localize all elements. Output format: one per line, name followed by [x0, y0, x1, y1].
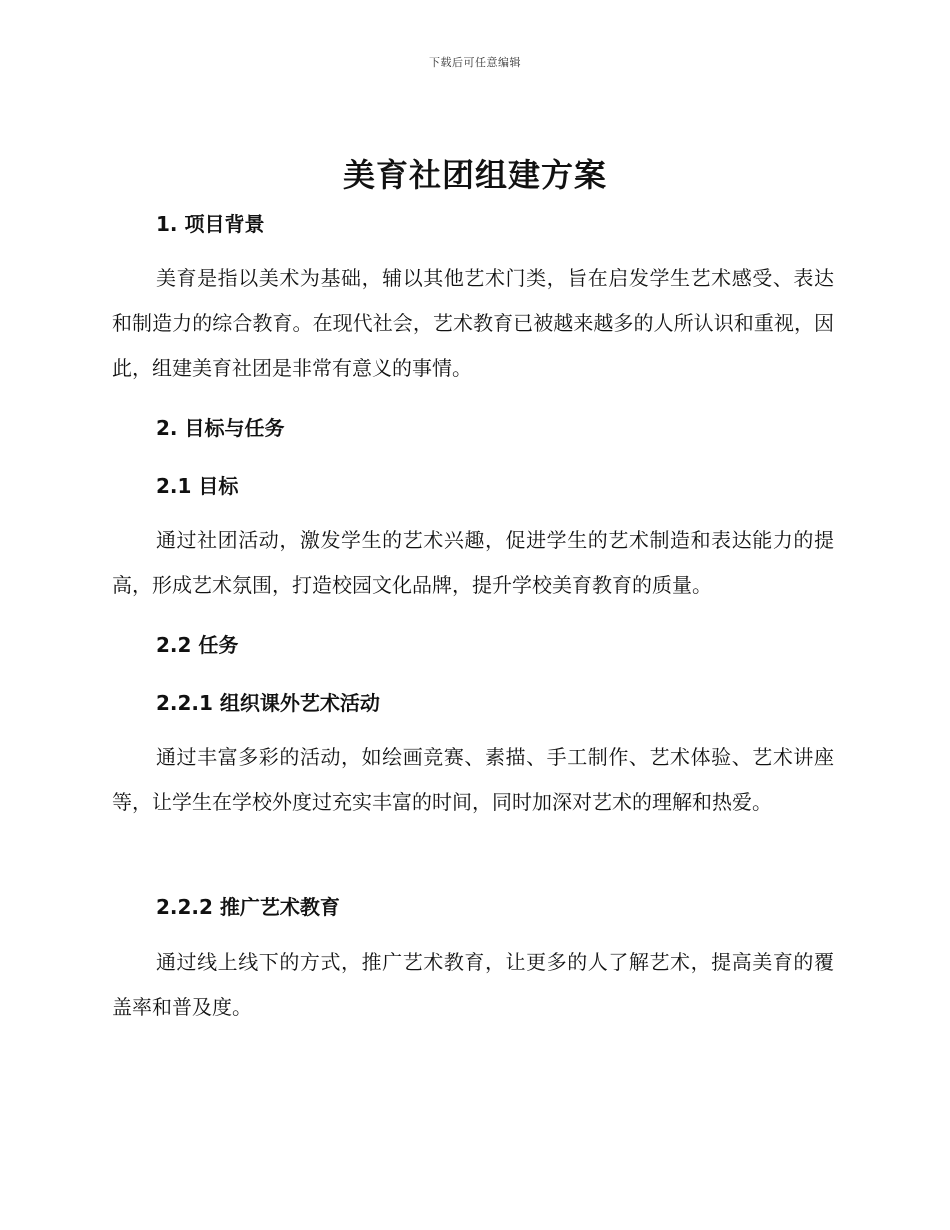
header-note: 下载后可任意编辑 [429, 56, 521, 69]
section-1-heading: 1. 项目背景 [156, 212, 265, 236]
section-2-1-paragraph: 通过社团活动，激发学生的艺术兴趣，促进学生的艺术制造和表达能力的提高，形成艺术氛围，打造校园文化品牌，提升学校美育教育的质量。 [112, 528, 834, 597]
section-1-paragraph: 美育是指以美术为基础，辅以其他艺术门类，旨在启发学生艺术感受、表达和制造力的综合教育。在现代社会，艺术教育已被越来越多的人所认识和重视，因此，组建美育社团是非常有意义的事情。 [112, 266, 834, 380]
section-2-2-2-heading: 2.2.2 推广艺术教育 [156, 895, 340, 919]
document-title: 美育社团组建方案 [342, 156, 607, 194]
section-2-2-1-paragraph: 通过丰富多彩的活动，如绘画竞赛、素描、手工制作、艺术体验、艺术讲座等，让学生在学校外度过充实丰富的时间，同时加深对艺术的理解和热爱。 [112, 745, 834, 814]
section-2-1-heading: 2.1 目标 [156, 474, 239, 498]
section-2-2-1-heading: 2.2.1 组织课外艺术活动 [156, 691, 380, 715]
section-2-2-heading: 2.2 任务 [156, 633, 239, 657]
section-2-2-2-paragraph: 通过线上线下的方式，推广艺术教育，让更多的人了解艺术，提高美育的覆盖率和普及度。 [112, 950, 834, 1019]
section-2-heading: 2. 目标与任务 [156, 416, 285, 440]
